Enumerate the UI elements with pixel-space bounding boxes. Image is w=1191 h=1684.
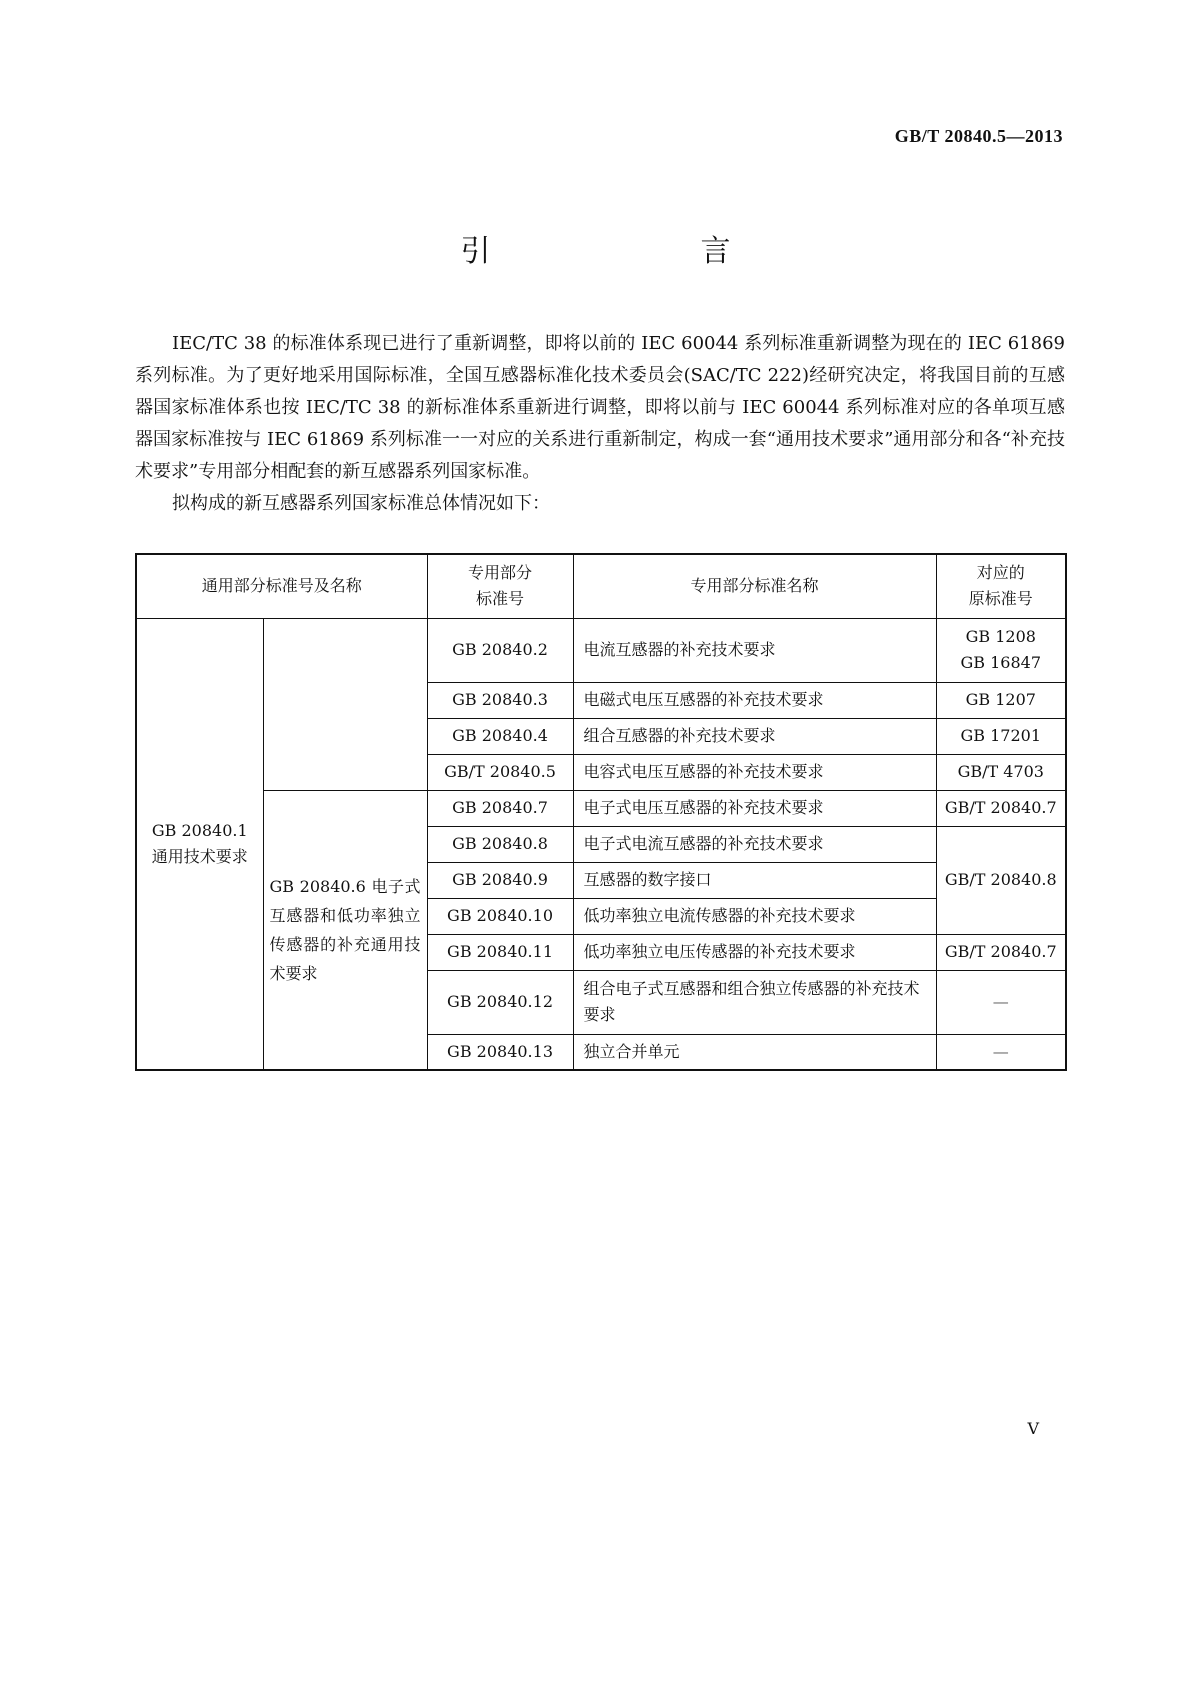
row-number: GB 20840.10 (427, 898, 573, 934)
table-row (136, 618, 1066, 682)
row-name: 电子式电压互感器的补充技术要求 (573, 790, 936, 826)
row-number: GB 20840.13 (427, 1034, 573, 1070)
row-name: 低功率独立电压传感器的补充技术要求 (573, 934, 936, 970)
paragraph-table-lead: 拟构成的新互感器系列国家标准总体情况如下： (172, 493, 550, 514)
table-header-row (136, 554, 1066, 618)
paragraph-intro: IEC/TC 38 的标准体系现已进行了重新调整，即将以前的 IEC 60044 系列标准重新调整为现在的 IEC 61869 系列标准。为了更好地采用国际标准，全国互感器标准化技术委员会(SAC/TC 222)经研究决定，将我国目前的互感器国家标准体系也按 IEC/TC 38 的新标准体系重新进行调整，即将以前与 IEC 60044 系列标准对应的各单项互感器国家标准按与 IEC 61869 系列标准一一对应的关系进行重新制定，构成一套“通用技术要求”通用部分和各“补充技术要求”专用部分相配套的新互感器系列国家标准。 (135, 333, 1065, 482)
row-original: GB/T 20840.8 (936, 826, 1066, 934)
header-special-no: 专用部分 标准号 (427, 554, 573, 618)
sub-general-cell: GB 20840.6 电子式互感器和低功率独立传感器的补充通用技术要求 (263, 790, 427, 1070)
row-original: GB 17201 (936, 718, 1066, 754)
row-name: 电子式电流互感器的补充技术要求 (573, 826, 936, 862)
row-original: GB 1208 GB 16847 (936, 618, 1066, 682)
row-original: GB/T 4703 (936, 754, 1066, 790)
row-name: 低功率独立电流传感器的补充技术要求 (573, 898, 936, 934)
page-title: 引 言 (460, 234, 781, 269)
document-code: GB/T 20840.5—2013 (894, 126, 1063, 146)
row-number: GB 20840.2 (427, 618, 573, 682)
row-name: 互感器的数字接口 (573, 862, 936, 898)
row-number: GB 20840.4 (427, 718, 573, 754)
row-original: GB/T 20840.7 (936, 934, 1066, 970)
body-text (135, 328, 1065, 520)
header-original: 对应的 原标准号 (936, 554, 1066, 618)
table-row (136, 790, 1066, 826)
row-number: GB 20840.8 (427, 826, 573, 862)
row-original: — (936, 1034, 1066, 1070)
row-name: 电磁式电压互感器的补充技术要求 (573, 682, 936, 718)
row-name: 电容式电压互感器的补充技术要求 (573, 754, 936, 790)
row-name: 电流互感器的补充技术要求 (573, 618, 936, 682)
row-number: GB 20840.9 (427, 862, 573, 898)
row-number: GB 20840.12 (427, 970, 573, 1034)
row-number: GB/T 20840.5 (427, 754, 573, 790)
page-number: V (1027, 1419, 1039, 1438)
standards-table (135, 553, 1067, 1071)
row-original: GB/T 20840.7 (936, 790, 1066, 826)
row-original: — (936, 970, 1066, 1034)
row-name: 组合电子式互感器和组合独立传感器的补充技术要求 (573, 970, 936, 1034)
general-part-cell: GB 20840.1 通用技术要求 (136, 618, 263, 1070)
row-name: 独立合并单元 (573, 1034, 936, 1070)
blank-cell (263, 618, 427, 790)
row-name: 组合互感器的补充技术要求 (573, 718, 936, 754)
row-number: GB 20840.3 (427, 682, 573, 718)
header-general: 通用部分标准号及名称 (136, 554, 427, 618)
header-special-name: 专用部分标准名称 (573, 554, 936, 618)
row-original: GB 1207 (936, 682, 1066, 718)
row-number: GB 20840.11 (427, 934, 573, 970)
row-number: GB 20840.7 (427, 790, 573, 826)
